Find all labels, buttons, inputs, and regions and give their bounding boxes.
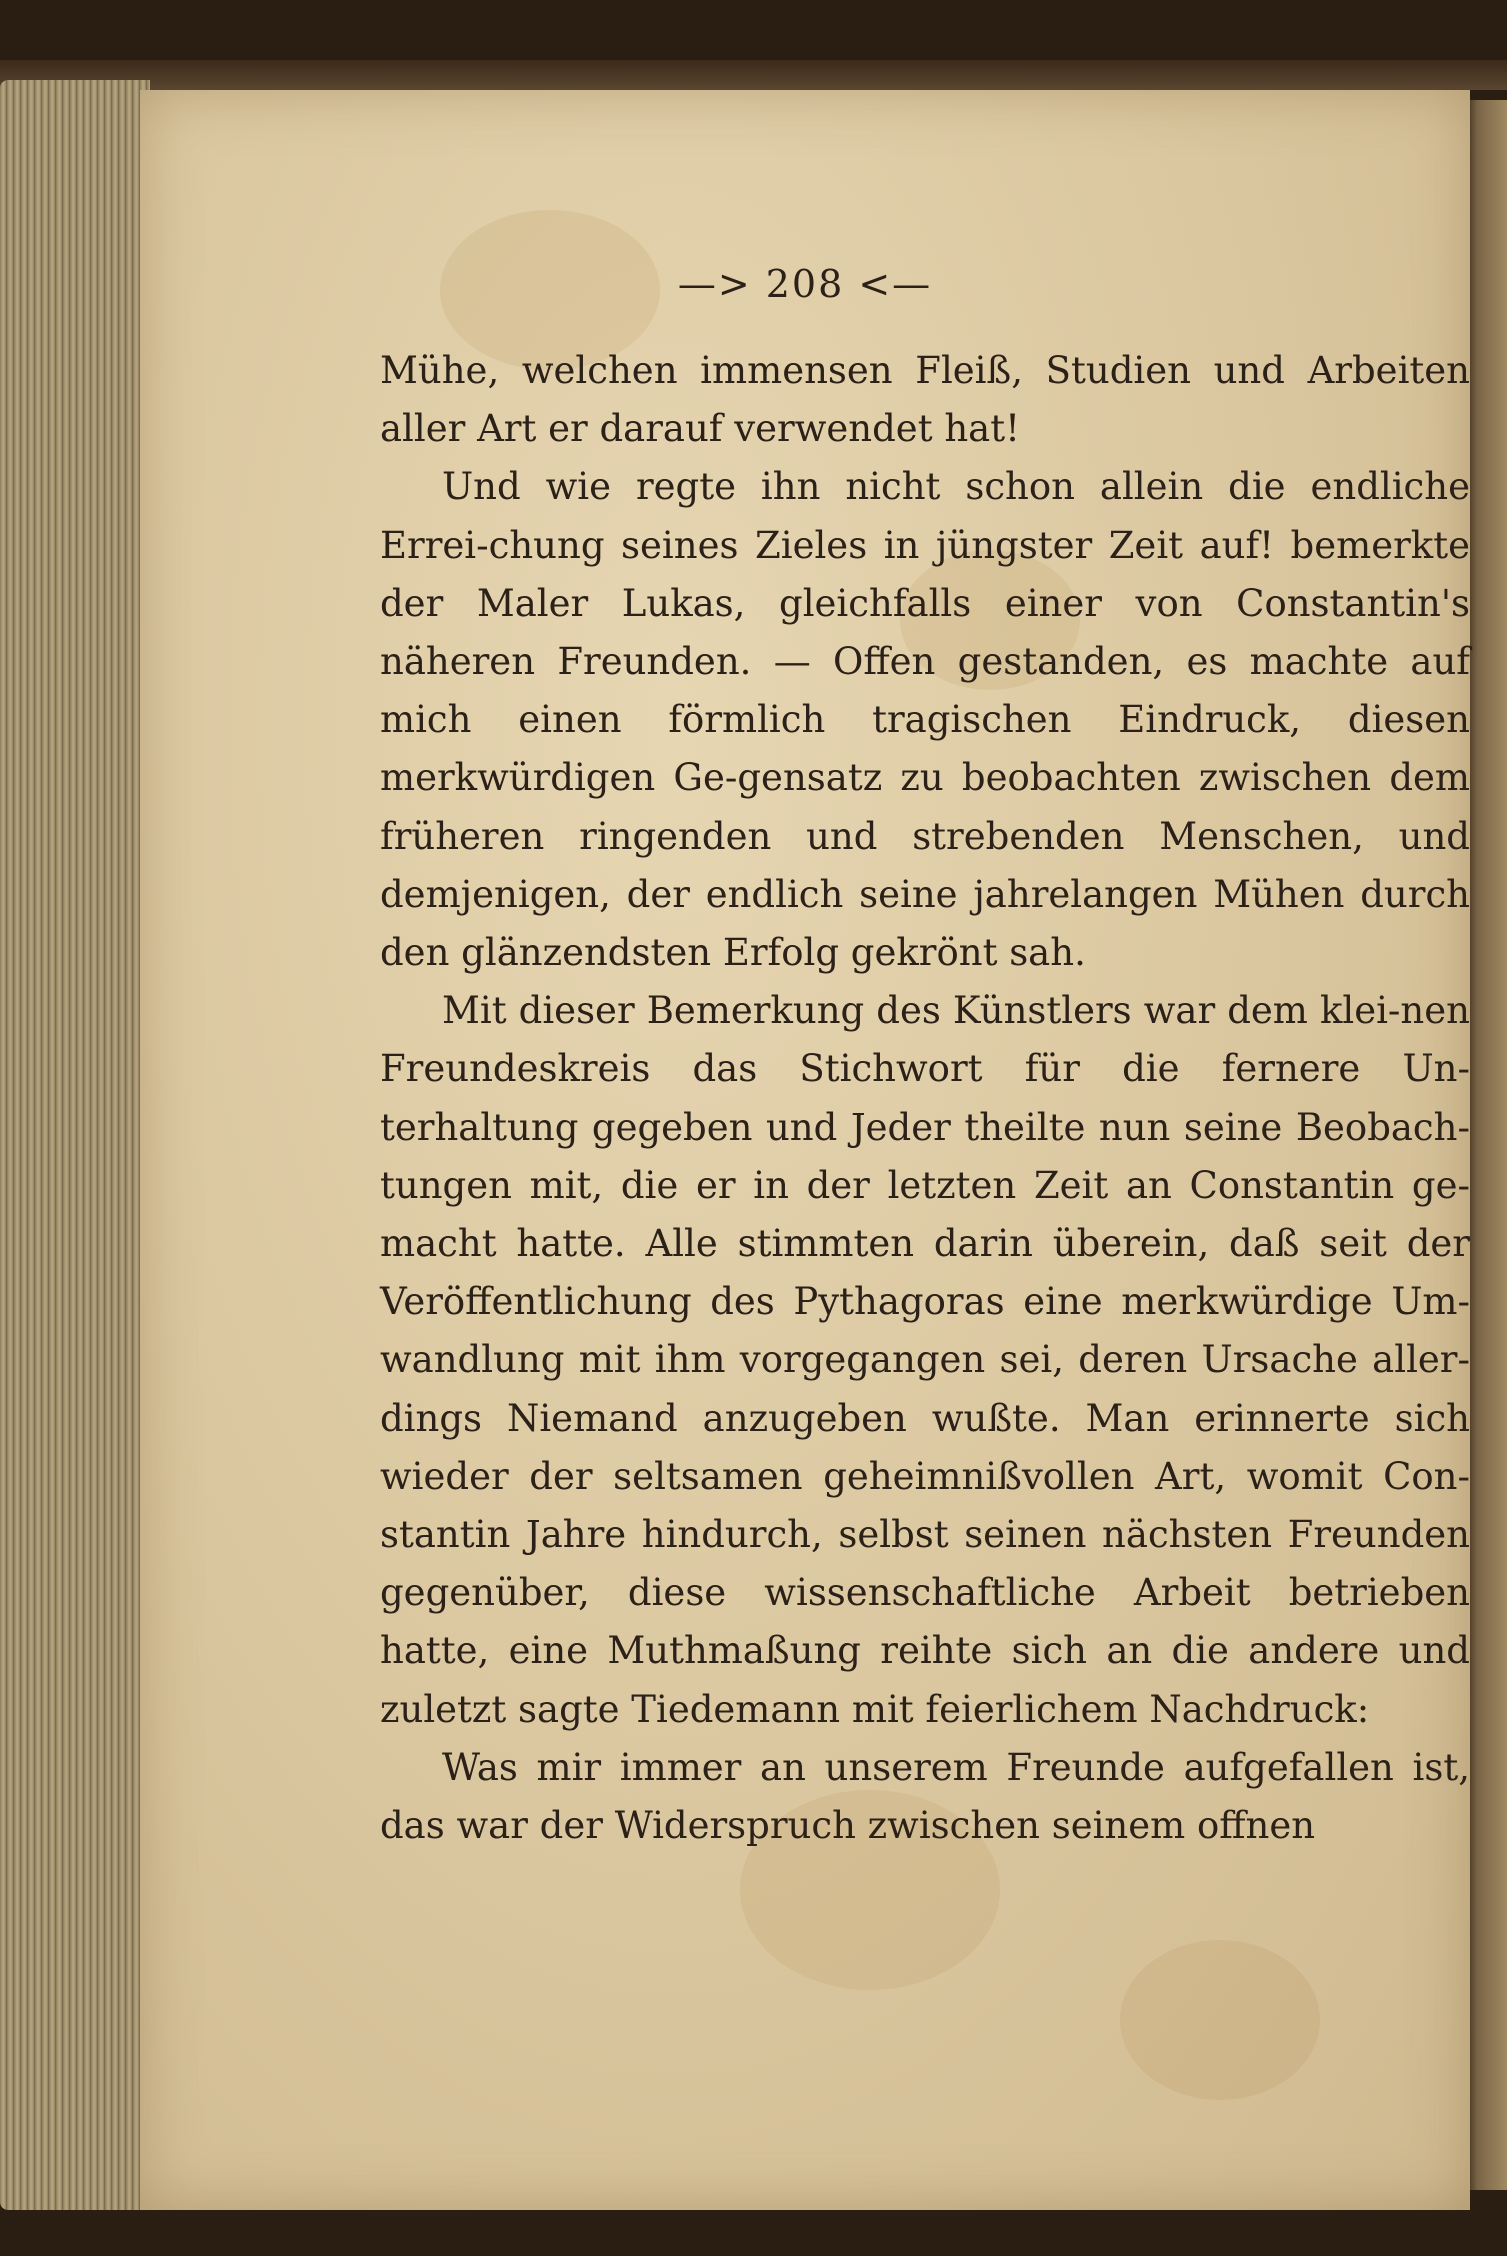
paragraph: Und wie regte ihn nicht schon allein die endliche Errei-chung seines Zieles in jüngster Zeit auf! bemerkte der Maler Lukas, gleichfalls einer von Constantin's näheren Freunden. — Offen gestanden, es machte auf mich einen förmlich tragischen Eindruck, diesen merkwürdigen Ge-gensatz zu beobachten zwischen dem früheren ringenden und strebenden Menschen, und demjenigen, der endlich seine jahrelangen Mühen durch den glänzendsten Erfolg gekrönt sah. <box>380 465 1470 975</box>
paragraph: Mit dieser Bemerkung des Künstlers war dem klei-nen Freundeskreis das Stichwort für die fernere Un-terhaltung gegeben und Jeder theilte nun seine Beobach-tungen mit, die er in der letzten Zeit an Constantin ge-macht hatte. Alle stimmten darin überein, daß seit der Veröffentlichung des Pythagoras eine merkwürdige Um-wandlung mit ihm vorgegangen sei, deren Ursache aller-dings Niemand anzugeben wußte. Man erinnerte sich wieder der seltsamen geheimnißvollen Art, womit Con-stantin Jahre hindurch, selbst seinen nächsten Freunden gegenüber, diese wissenschaftliche Arbeit betrieben hatte, eine Muthmaßung reihte sich an die andere und zuletzt sagte Tiedemann mit feierlichem Nachdruck: <box>380 989 1470 1731</box>
paragraph: Was mir immer an unserem Freunde aufgefallen ist, das war der Widerspruch zwischen seinem offnen <box>380 1745 1470 1848</box>
book-page <box>140 90 1470 2210</box>
page-edges <box>0 80 150 2210</box>
paper-stain <box>1120 1940 1320 2100</box>
body-text <box>380 342 1470 1855</box>
facing-page-edge <box>1465 100 1507 2190</box>
book-spine-top <box>0 60 1507 90</box>
paragraph: Mühe, welchen immensen Fleiß, Studien und Arbeiten aller Art er darauf verwendet hat! <box>380 349 1470 451</box>
page-number-value: 208 <box>765 262 845 306</box>
page-number: —> 208 <— <box>677 262 933 306</box>
